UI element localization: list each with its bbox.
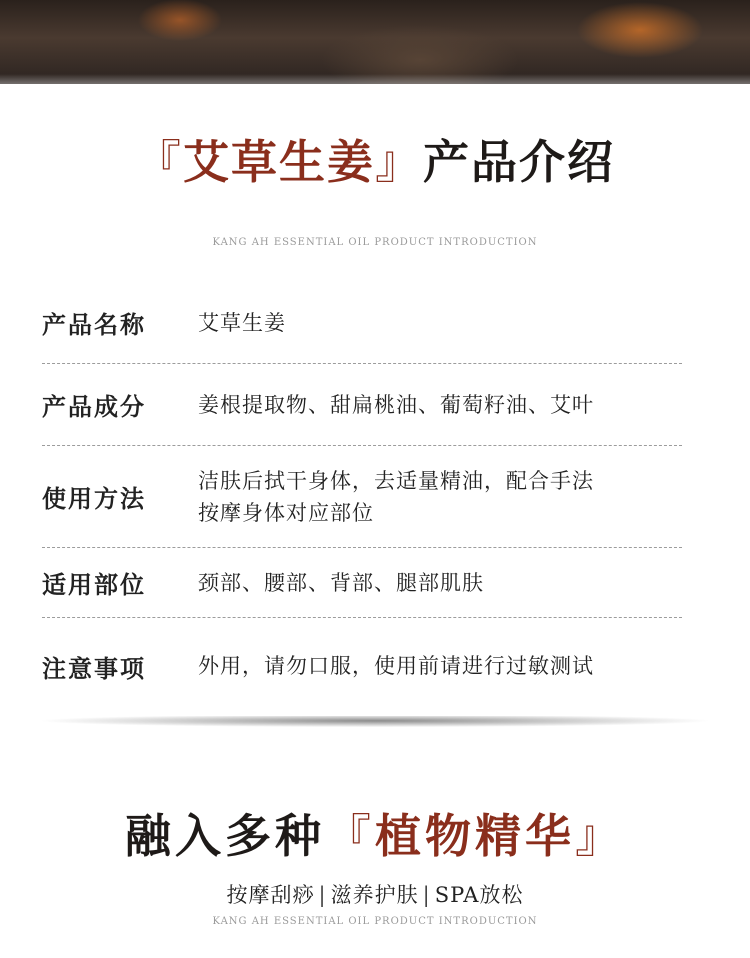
info-label: 使用方法 — [42, 484, 146, 513]
info-label: 适用部位 — [42, 570, 146, 599]
title2-open-bracket: 『 — [325, 809, 375, 863]
info-value: 颈部、腰部、背部、腿部肌肤 — [198, 570, 484, 595]
hero-banner-image — [0, 0, 750, 84]
title2-rest: 融入多种 — [125, 809, 325, 863]
tagline-separator: | — [422, 883, 431, 907]
info-row-name — [42, 282, 682, 364]
info-value — [198, 465, 594, 529]
info-value: 姜根提取物、甜扁桃油、葡萄籽油、艾叶 — [198, 392, 594, 417]
info-row-areas — [42, 548, 682, 618]
section-divider-shadow — [40, 716, 710, 732]
info-value-line: 洁肤后拭干身体，去适量精油，配合手法 — [198, 468, 594, 493]
info-label: 注意事项 — [42, 653, 146, 683]
title2-highlight: 植物精华 — [375, 809, 575, 863]
title-product-name: 艾草生姜 — [183, 135, 375, 189]
benefit-tagline — [0, 879, 750, 909]
info-value-line: 按摩身体对应部位 — [198, 500, 374, 525]
product-intro-heading — [0, 132, 750, 192]
plant-essence-heading — [0, 806, 750, 866]
english-subtitle: KANG AH ESSENTIAL OIL PRODUCT INTRODUCTION — [212, 237, 538, 248]
title2-close-bracket: 』 — [575, 809, 625, 863]
info-row-usage — [42, 446, 682, 548]
info-label: 产品名称 — [42, 310, 146, 339]
title-close-bracket: 』 — [375, 135, 423, 189]
title-rest: 产品介绍 — [423, 135, 615, 189]
tagline-item: SPA放松 — [434, 883, 524, 907]
info-row-notes — [42, 618, 682, 714]
info-value: 艾草生姜 — [198, 310, 286, 335]
info-label: 产品成分 — [42, 392, 146, 421]
product-info-table — [42, 282, 682, 714]
tagline-item: 按摩刮痧 — [226, 883, 315, 907]
tagline-item: 滋养护肤 — [330, 883, 419, 907]
english-subtitle-2: KANG AH ESSENTIAL OIL PRODUCT INTRODUCTION — [212, 916, 538, 927]
title-open-bracket: 『 — [135, 135, 183, 189]
info-row-ingredients — [42, 364, 682, 446]
info-value: 外用，请勿口服，使用前请进行过敏测试 — [198, 654, 594, 678]
tagline-separator: | — [318, 883, 327, 907]
